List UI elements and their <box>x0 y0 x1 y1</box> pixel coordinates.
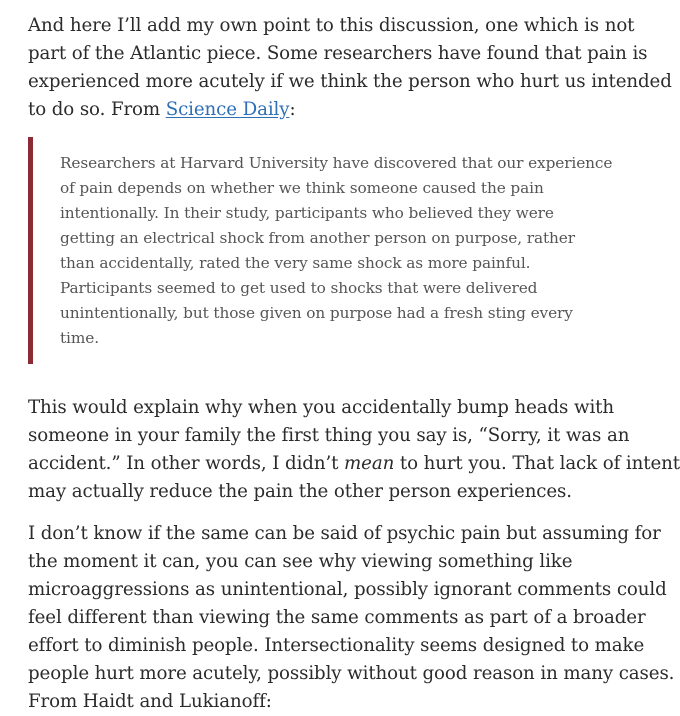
text-fragment: to do so. From <box>28 99 166 120</box>
paragraph-line: part of the Atlantic piece. Some researchers have found that pain is <box>28 43 648 64</box>
quote-line: getting an electrical shock from another person on purpose, rather <box>60 229 575 247</box>
paragraph-intro <box>28 12 672 124</box>
quote-line: Participants seemed to get used to shocks that were delivered <box>60 279 538 297</box>
paragraph-line: From Haidt and Lukianoff: <box>28 691 272 712</box>
quote-line: time. <box>60 329 99 347</box>
paragraph-explanation <box>28 394 680 506</box>
science-daily-link[interactable]: Science Daily <box>165 99 290 120</box>
quote-line: of pain depends on whether we think someone caused the pain <box>60 179 544 197</box>
quote-line: unintentionally, but those given on purpose had a fresh sting every <box>60 304 573 322</box>
paragraph-line <box>28 450 680 478</box>
blockquote <box>28 137 613 364</box>
quote-line: intentionally. In their study, participants who believed they were <box>60 204 554 222</box>
paragraph-psychic-pain <box>28 520 675 716</box>
emphasis-mean: mean <box>344 453 395 474</box>
quote-line: Researchers at Harvard University have discovered that our experience <box>60 154 613 172</box>
paragraph-line: I don’t know if the same can be said of psychic pain but assuming for <box>28 523 661 544</box>
paragraph-line: microaggressions as unintentional, possibly ignorant comments could <box>28 579 667 600</box>
paragraph-line: This would explain why when you accidentally bump heads with <box>28 397 614 418</box>
text-fragment: accident.” In other words, I didn’t <box>28 453 345 474</box>
paragraph-line <box>28 96 603 124</box>
paragraph-line: feel different than viewing the same comments as part of a broader <box>28 607 646 628</box>
paragraph-line: effort to diminish people. Intersectionality seems designed to make <box>28 635 645 656</box>
paragraph-line: may actually reduce the pain the other person experiences. <box>28 481 572 502</box>
text-fragment: to hurt you. That lack of intent <box>394 453 680 474</box>
paragraph-line: someone in your family the first thing you say is, “Sorry, it was an <box>28 425 630 446</box>
blockquote-text <box>60 151 613 351</box>
text-fragment: : <box>289 99 296 120</box>
paragraph-line: experienced more acutely if we think the person who hurt us intended <box>28 71 672 92</box>
paragraph-line: people hurt more acutely, possibly without good reason in many cases. <box>28 663 675 684</box>
quote-line: than accidentally, rated the very same shock as more painful. <box>60 254 531 272</box>
blockquote-bar <box>28 137 33 364</box>
paragraph-line: the moment it can, you can see why viewing something like <box>28 551 573 572</box>
paragraph-line: And here I’ll add my own point to this discussion, one which is not <box>28 15 635 36</box>
